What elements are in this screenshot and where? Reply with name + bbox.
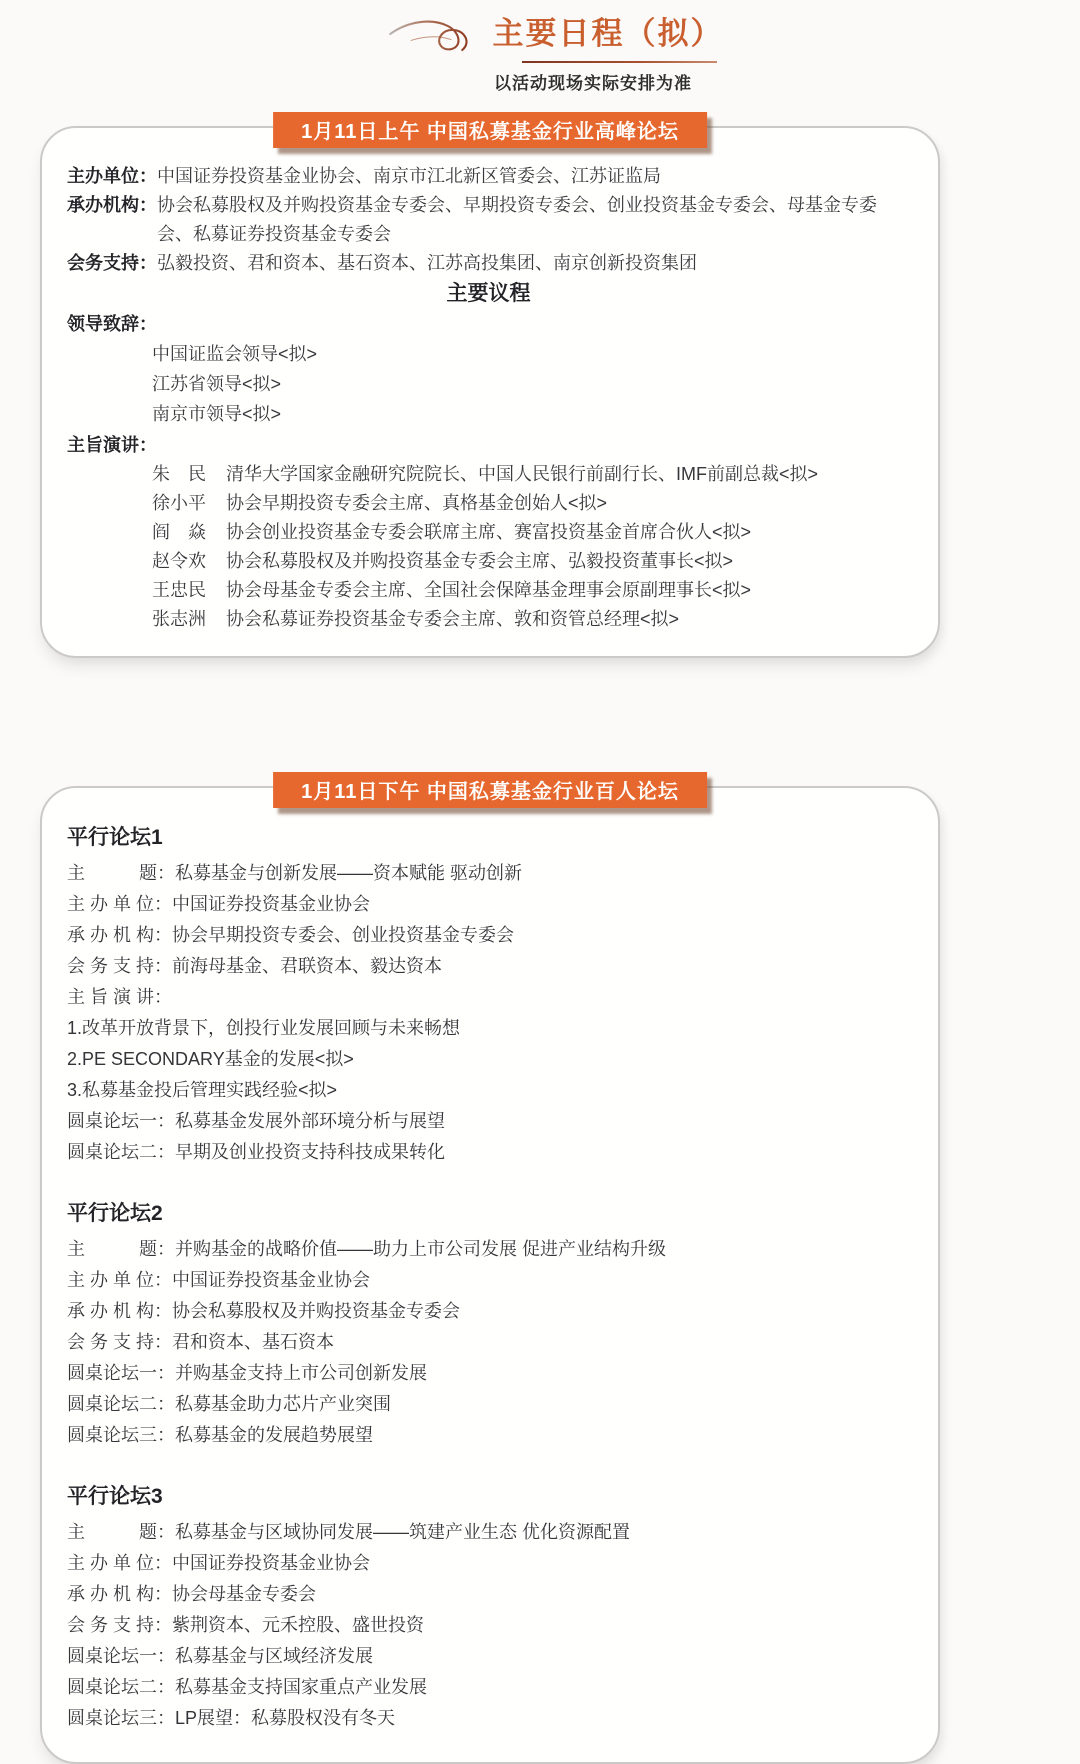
keynote-speaker: 朱 民: [152, 464, 206, 484]
greeting-item: 江苏省领导<拟>: [152, 374, 282, 394]
forum-value: 君和资本、基石资本: [172, 1332, 335, 1352]
forum-row: [67, 1358, 910, 1389]
forum-value: 私募基金发展外部环境分析与展望: [175, 1111, 445, 1131]
forum-label: 主 题：: [67, 1522, 175, 1542]
forum-value: 并购基金的战略价值——助力上市公司发展 促进产业结构升级: [175, 1239, 666, 1259]
forum-row: [67, 1672, 910, 1703]
keynote-title: 清华大学国家金融研究院院长、中国人民银行前副行长、IMF前副总裁<拟>: [226, 464, 819, 484]
greeting-section-label: 领导致辞：: [67, 314, 157, 334]
forum-label: 主 办 单 位：: [67, 1553, 173, 1573]
forum-label: 主 办 单 位：: [67, 1270, 173, 1290]
forum-label: 圆桌论坛二：: [67, 1394, 175, 1414]
forum-row: [67, 1075, 910, 1106]
forum-label: 主 题：: [67, 1239, 175, 1259]
forum-row: [67, 982, 910, 1013]
afternoon-card: [40, 781, 940, 1764]
forum-row: [67, 1013, 910, 1044]
banner-afternoon: 1月11日下午 中国私募基金行业百人论坛: [273, 772, 707, 808]
forum-row: [67, 1234, 910, 1265]
forum-label: 圆桌论坛二：: [67, 1677, 175, 1697]
forum-label: 圆桌论坛一：: [67, 1111, 175, 1131]
forum-label: 承 办 机 构：: [67, 1584, 173, 1604]
forum-row: [67, 1389, 910, 1420]
forum-label: 圆桌论坛一：: [67, 1363, 175, 1383]
page-subtitle: 以活动现场实际安排为准: [494, 74, 692, 93]
forum-title: 平行论坛3: [67, 1485, 163, 1508]
forum-value: 并购基金支持上市公司创新发展: [175, 1363, 427, 1383]
swoosh-icon: [387, 12, 483, 56]
forum-value: 私募基金支持国家重点产业发展: [175, 1677, 427, 1697]
forum-value: 中国证券投资基金业协会: [172, 1270, 371, 1290]
title-underline: [522, 61, 717, 63]
forum-value: 3.私募基金投后管理实践经验<拟>: [67, 1080, 338, 1100]
info-row: [67, 162, 910, 191]
keynote-speaker: 阎 焱: [152, 522, 206, 542]
forum-label: 圆桌论坛三：: [67, 1425, 175, 1445]
forum-label: 会 务 支 持：: [67, 956, 173, 976]
keynote-speaker: 王忠民: [152, 580, 206, 600]
forum-row: [67, 1610, 910, 1641]
forum-row: [67, 1265, 910, 1296]
keynote-row: [152, 547, 910, 576]
keynote-speaker: 赵令欢: [152, 551, 206, 571]
forum-value: 协会母基金专委会: [172, 1584, 317, 1604]
forum-row: [67, 858, 910, 889]
keynote-title: 协会创业投资基金专委会联席主席、赛富投资基金首席合伙人<拟>: [226, 522, 752, 542]
info-value: 中国证券投资基金业协会、南京市江北新区管委会、江苏证监局: [157, 166, 661, 186]
page-title: 主要日程（拟）: [492, 16, 724, 51]
forum-title: 平行论坛1: [67, 826, 163, 849]
forum-row: [67, 1641, 910, 1672]
keynote-speaker: 徐小平: [152, 493, 206, 513]
forum-value: LP展望：私募股权没有冬天: [175, 1708, 396, 1728]
banner-morning: 1月11日上午 中国私募基金行业高峰论坛: [273, 112, 707, 148]
forum-row: [67, 1579, 910, 1610]
forum-value: 中国证券投资基金业协会: [172, 1553, 371, 1573]
forum-value: 协会早期投资专委会、创业投资基金专委会: [172, 925, 515, 945]
forum-row: [67, 1420, 910, 1451]
schedule-header: [0, 12, 1080, 94]
keynote-section-label: 主旨演讲：: [67, 435, 157, 455]
forum-row: [67, 1137, 910, 1168]
forum-value: 2.PE SECONDARY基金的发展<拟>: [67, 1049, 354, 1069]
forum-value: 私募基金的发展趋势展望: [175, 1425, 373, 1445]
greeting-item: 南京市领导<拟>: [152, 404, 282, 424]
forum-row: [67, 1044, 910, 1075]
forum-row: [67, 889, 910, 920]
forum-row: [67, 1327, 910, 1358]
info-label: 承办机构：: [67, 195, 157, 215]
forum-value: 紫荆资本、元禾控股、盛世投资: [172, 1615, 425, 1635]
forum-label: 会 务 支 持：: [67, 1332, 173, 1352]
info-label: 主办单位：: [67, 166, 157, 186]
forum-row: [67, 951, 910, 982]
forum-value: 前海母基金、君联资本、毅达资本: [172, 956, 443, 976]
forum-value: 协会私募股权及并购投资基金专委会: [172, 1301, 461, 1321]
keynote-title: 协会私募股权及并购投资基金专委会主席、弘毅投资董事长<拟>: [226, 551, 734, 571]
forum-label: 承 办 机 构：: [67, 925, 173, 945]
keynote-title: 协会早期投资专委会主席、真格基金创始人<拟>: [226, 493, 608, 513]
info-label: 会务支持：: [67, 253, 157, 273]
forum-value: [172, 982, 910, 1013]
info-value: 弘毅投资、君和资本、基石资本、江苏高投集团、南京创新投资集团: [157, 253, 697, 273]
info-value: 协会私募股权及并购投资基金专委会、早期投资专委会、创业投资基金专委会、母基金专委会、私募证券投资基金专委会: [157, 195, 877, 244]
forum-row: [67, 920, 910, 951]
forum-value: 私募基金与区域经济发展: [175, 1646, 373, 1666]
forum-section-3: [67, 1481, 910, 1734]
keynote-title: 协会母基金专委会主席、全国社会保障基金理事会原副理事长<拟>: [226, 580, 752, 600]
forum-value: 私募基金助力芯片产业突围: [175, 1394, 391, 1414]
forum-label: 圆桌论坛三：: [67, 1708, 175, 1728]
forum-row: [67, 1703, 910, 1734]
morning-card: [40, 121, 940, 658]
forum-label: 承 办 机 构：: [67, 1301, 173, 1321]
agenda-heading: 主要议程: [446, 282, 531, 305]
forum-label: 圆桌论坛二：: [67, 1142, 175, 1162]
keynote-row: [152, 460, 910, 489]
forum-value: 1.改革开放背景下，创投行业发展回顾与未来畅想: [67, 1018, 461, 1038]
keynote-row: [152, 576, 910, 605]
forum-value: 中国证券投资基金业协会: [172, 894, 371, 914]
forum-label: 主 办 单 位：: [67, 894, 173, 914]
keynote-row: [152, 518, 910, 547]
info-row: [67, 249, 910, 278]
keynote-row: [152, 489, 910, 518]
forum-label: 主 题：: [67, 863, 175, 883]
forum-row: [67, 1548, 910, 1579]
forum-label: 圆桌论坛一：: [67, 1646, 175, 1666]
forum-label: 主 旨 演 讲：: [67, 987, 173, 1007]
forum-value: 私募基金与创新发展——资本赋能 驱动创新: [175, 863, 522, 883]
keynote-title: 协会私募证券投资基金专委会主席、敦和资管总经理<拟>: [226, 609, 680, 629]
info-row: [67, 191, 910, 249]
forum-section-2: [67, 1198, 910, 1451]
forum-value: 早期及创业投资支持科技成果转化: [175, 1142, 445, 1162]
greeting-item: 中国证监会领导<拟>: [152, 344, 318, 364]
keynote-row: [152, 605, 910, 634]
forum-value: 私募基金与区域协同发展——筑建产业生态 优化资源配置: [175, 1522, 630, 1542]
keynote-speaker: 张志洲: [152, 609, 206, 629]
forum-row: [67, 1106, 910, 1137]
forum-section-1: [67, 822, 910, 1168]
forum-label: 会 务 支 持：: [67, 1615, 173, 1635]
forum-row: [67, 1517, 910, 1548]
forum-title: 平行论坛2: [67, 1202, 163, 1225]
forum-row: [67, 1296, 910, 1327]
